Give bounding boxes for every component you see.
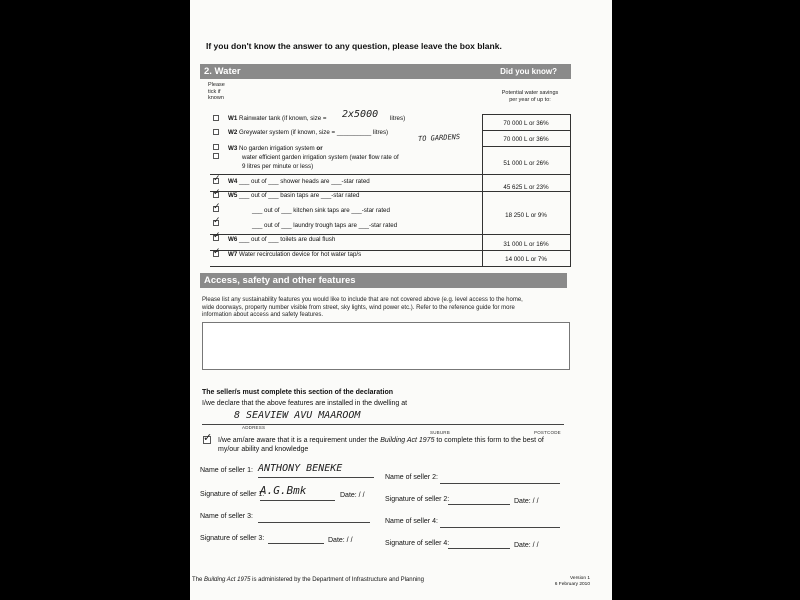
seller2-date-label: Date: / / (514, 498, 539, 505)
suburb-caption: SUBURB (430, 430, 450, 435)
please-tick-label: Please tick if known (208, 82, 225, 101)
address-caption: ADDRESS (242, 425, 266, 430)
seller3-signature-label: Signature of seller 3: (200, 535, 265, 542)
seller1-name-label: Name of seller 1: (200, 467, 253, 474)
declaration-statement: I/we declare that the above features are installed in the dwelling at (202, 400, 408, 407)
seller4-signature-field[interactable] (448, 548, 510, 549)
seller4-date-label: Date: / / (514, 542, 539, 549)
w4-checkbox[interactable]: ✓ (213, 174, 221, 184)
w5-row: W5 ___ out of ___ basin taps are ___-star rated (228, 192, 360, 199)
w7-checkbox[interactable]: ✓ (213, 247, 221, 257)
w1-row: W1 Rainwater tank (if known, size = (228, 115, 327, 122)
w3-row: W3 No garden irrigation system or water efficient garden irrigation system (water flow rate of 9 litres per minute or less) (228, 145, 399, 170)
seller1-name-value: ANTHONY BENEKE (258, 463, 343, 474)
w5-kitchen-checkbox[interactable]: ✓ (213, 202, 221, 212)
seller2-name-field[interactable] (440, 483, 560, 484)
seller1-date-label: Date: / / (340, 492, 365, 499)
footer-admin-note: The Building Act 1975 is administered by the Department of Infrastructure and Planning (192, 577, 424, 583)
table-rule (210, 174, 570, 175)
address-handwritten: 8 SEAVIEW AVU MAAROOM (234, 410, 361, 421)
seller1-name-line[interactable] (258, 477, 374, 478)
table-rule (210, 234, 570, 235)
tank-size-handwritten: 2x5000 (342, 109, 379, 120)
postcode-caption: POSTCODE (534, 430, 561, 435)
seller4-name-label: Name of seller 4: (385, 518, 438, 525)
access-features-input[interactable] (202, 322, 570, 370)
w3-savings: 51 000 L or 26% (503, 160, 549, 167)
w7-row: W7 Water recirculation device for hot water tap/s (228, 251, 362, 258)
w5-kitchen-row: ___ out of ___ kitchen sink taps are ___-star rated (252, 207, 390, 214)
seller3-name-label: Name of seller 3: (200, 513, 253, 520)
seller1-signature-line[interactable] (260, 500, 335, 501)
section-access-header (200, 273, 567, 288)
section-access-title: Access, safety and other features (204, 275, 356, 286)
table-rule (210, 266, 570, 267)
w6-row: W6 ___ out of ___ toilets are dual flush (228, 236, 336, 243)
form-page (190, 0, 612, 600)
declaration-checkbox[interactable]: ✓ (203, 431, 213, 444)
w6-checkbox[interactable]: ✓ (213, 231, 221, 241)
w7-savings: 14 000 L or 7% (505, 256, 547, 263)
seller1-signature-label: Signature of seller 1: (200, 491, 265, 498)
w5-laundry-row: ___ out of ___ laundry trough taps are ___-star rated (252, 222, 398, 229)
seller4-name-field[interactable] (440, 527, 560, 528)
seller2-signature-field[interactable] (448, 504, 510, 505)
seller2-name-label: Name of seller 2: (385, 474, 438, 481)
w4-savings: 45 625 L or 23% (503, 184, 549, 191)
w1-savings: 70 000 L or 36% (503, 120, 549, 127)
did-you-know-label: Did you know? (500, 67, 557, 76)
table-rule (482, 130, 570, 131)
w3-checkbox[interactable] (213, 144, 219, 150)
section-water-title: 2. Water (204, 66, 241, 77)
seller3-signature-field[interactable] (268, 543, 324, 544)
w2-row: W2 Greywater system (if known, size = __________ litres) (228, 129, 389, 136)
declaration-awareness: I/we am/are aware that it is a requirement under the Building Act 1975 to complete this form to the best of my/our ability and knowledge (218, 437, 544, 453)
seller3-name-field[interactable] (258, 522, 370, 523)
w6-savings: 31 000 L or 16% (503, 241, 549, 248)
table-rule (482, 114, 570, 115)
table-rule (482, 146, 570, 147)
seller2-signature-label: Signature of seller 2: (385, 496, 450, 503)
greywater-handwritten: TO GARDENS (417, 132, 461, 144)
declaration-heading: The seller/s must complete this section of the declaration (202, 389, 393, 396)
w5-checkbox[interactable]: ✓ (213, 188, 221, 198)
access-instructions: Please list any sustainability features you would like to include that are not covered above (e.g. level access to the home, wide doorways, property number visible from street, sky lights, wind power etc.). Refer to the reference guide for more information about access and safety features. (202, 297, 523, 318)
footer-version: Version 1 6 February 2010 (554, 576, 590, 587)
w1-unit: litres) (390, 115, 406, 122)
savings-heading: Potential water savings per year of up to: (501, 90, 559, 103)
w3-checkbox-alt[interactable] (213, 153, 219, 159)
w5-savings: 18 250 L or 9% (505, 212, 547, 219)
w2-checkbox[interactable] (213, 129, 219, 135)
seller4-signature-label: Signature of seller 4: (385, 540, 450, 547)
section-water-header (200, 64, 571, 79)
w1-checkbox[interactable] (213, 115, 219, 121)
seller1-signature: A.G.Bmk (260, 484, 307, 497)
seller3-date-label: Date: / / (328, 537, 353, 544)
w5-laundry-checkbox[interactable]: ✓ (213, 216, 221, 226)
instruction-text: If you don't know the answer to any question, please leave the box blank. (206, 41, 502, 51)
w4-row: W4 ___ out of ___ shower heads are ___-star rated (228, 178, 370, 185)
w2-savings: 70 000 L or 36% (503, 136, 549, 143)
